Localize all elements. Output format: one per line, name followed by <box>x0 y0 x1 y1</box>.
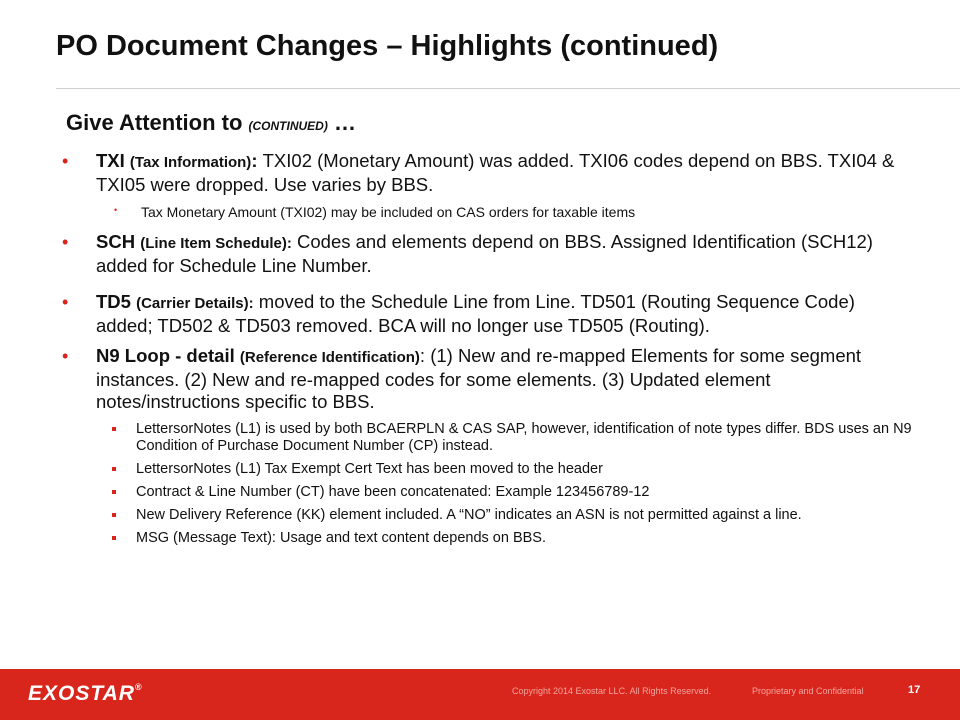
n9-sub-text: LettersorNotes (L1) is used by both BCAERPLN & CAS SAP, however, identification of note types differ. BDS uses an N9 Condition of Purchase Document Number (CP) instead. <box>136 421 912 454</box>
square-bullet <box>112 490 116 494</box>
logo-text: EXOSTAR <box>28 682 135 705</box>
bullet-txi <box>62 150 916 196</box>
bullet-sch-desc: (Line Item Schedule): <box>140 235 292 252</box>
title-divider <box>56 88 960 89</box>
n9-sub-bullet <box>66 530 916 547</box>
n9-sub-bullet <box>66 421 916 455</box>
bullet-dot: • <box>62 232 69 252</box>
bullet-txi-text: TXI02 (Monetary Amount) was added. TXI06 codes depend on BBS. TXI04 & TXI05 were dropped. Use varies by BBS. <box>96 150 895 195</box>
page-number: 17 <box>908 684 921 696</box>
bullet-dot: • <box>62 292 69 312</box>
bullet-dot: • <box>62 346 69 366</box>
n9-sub-text: MSG (Message Text): Usage and text content depends on BBS. <box>136 530 546 546</box>
sub-bullet-dot: • <box>114 205 118 215</box>
proprietary-text: Proprietary and Confidential <box>752 686 864 696</box>
n9-sub-text: New Delivery Reference (KK) element included. A “NO” indicates an ASN is not permitted against a line. <box>136 507 802 523</box>
section-heading-note: (CONTINUED) <box>248 119 328 133</box>
section-heading <box>66 110 356 136</box>
square-bullet <box>112 427 116 431</box>
bullet-td5-text: moved to the Schedule Line from Line. TD501 (Routing Sequence Code) added; TD502 & TD503 removed. BCA will no longer use TD505 (Routing). <box>96 291 855 336</box>
bullet-td5-desc: (Carrier Details): <box>136 295 254 312</box>
bullet-txi-head: TXI <box>96 150 130 171</box>
copyright-text: Copyright 2014 Exostar LLC. All Rights Reserved. <box>512 686 712 696</box>
bullet-txi-colon: : <box>251 150 263 171</box>
exostar-logo <box>28 682 143 706</box>
bullet-n9-desc: (Reference Identification) <box>239 349 420 366</box>
n9-sub-bullet <box>66 461 916 478</box>
bullet-n9-text: : (1) New and re-mapped Elements for some segment instances. (2) New and re-mapped codes for some elements. (3) Updated element notes/instructions specific to BBS. <box>96 345 862 412</box>
square-bullet <box>112 513 116 517</box>
sub-bullet-txi <box>66 204 916 221</box>
sub-bullet-txi-text: Tax Monetary Amount (TXI02) may be included on CAS orders for taxable items <box>141 204 636 220</box>
square-bullet <box>112 536 116 540</box>
section-heading-main: Give Attention to <box>66 110 249 135</box>
bullet-sch <box>62 231 916 277</box>
slide-title: PO Document Changes – Highlights (continued) <box>56 30 719 62</box>
bullet-dot: • <box>62 151 69 171</box>
bullet-td5-head: TD5 <box>96 291 137 312</box>
bullet-td5 <box>62 291 916 337</box>
bullet-n9 <box>62 345 916 413</box>
n9-sub-text: Contract & Line Number (CT) have been concatenated: Example 123456789-12 <box>136 484 650 500</box>
logo-registered-mark: ® <box>134 682 143 692</box>
square-bullet <box>112 467 116 471</box>
bullet-txi-desc: (Tax Information) <box>129 154 252 171</box>
bullet-sch-head: SCH <box>96 231 141 252</box>
bullet-sch-text: Codes and elements depend on BBS. Assigned Identification (SCH12) added for Schedule Line Number. <box>96 231 873 276</box>
n9-sub-bullet <box>66 484 916 501</box>
slide-content <box>62 150 916 553</box>
section-heading-ellipsis: … <box>327 110 356 135</box>
n9-sub-bullet <box>66 507 916 524</box>
n9-sub-text: LettersorNotes (L1) Tax Exempt Cert Text has been moved to the header <box>136 461 603 477</box>
bullet-n9-head: N9 Loop - detail <box>96 345 240 366</box>
